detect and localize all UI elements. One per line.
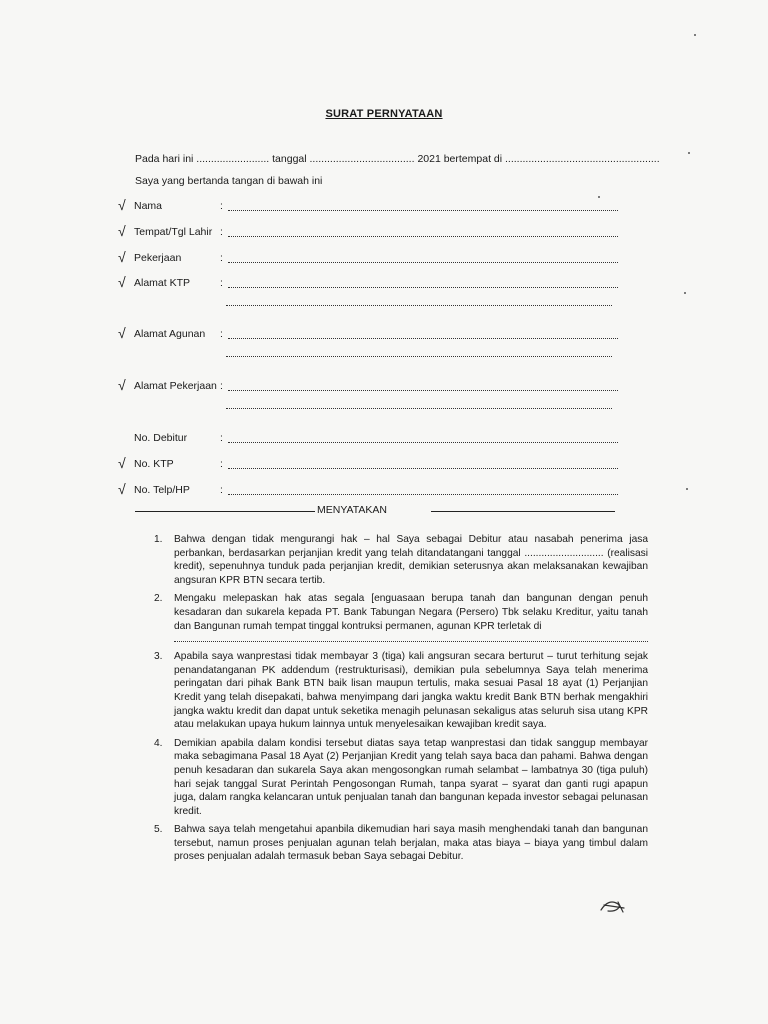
field-tempat-tgl-lahir [118,223,618,242]
field-alamat-pekerjaan [118,377,618,396]
field-colon: : [220,380,223,392]
field-blank-line [228,338,618,339]
field-label: Nama [134,200,163,212]
intro-line: Pada hari ini ......................... tanggal .................................... 2021 bertempat di ..................................................... [135,153,660,165]
field-alamat-ktp [118,274,618,293]
item-text: Mengaku melepaskan hak atas segala [enguasaan berupa tanah dan bangunan dengan penuh kesadaran dan sukarela kepada PT. Bank Tabungan Negara (Persero) Tbk selaku Kreditur, yaitu tanah dan Bangunan rumah tempat tinggal kontruksi permanen, agunan KPR terletak di [174,593,648,632]
field-colon: : [220,226,223,238]
declaration-list [150,533,648,869]
scan-speck [598,196,600,198]
handwritten-initial-mark [598,896,628,916]
field-no-debitur [118,432,618,448]
field-pekerjaan [118,249,618,268]
item-text: Apabila saya wanprestasi tidak membayar 3 (tiga) kali angsuran secara berturut – turut terhitung sejak penandatanganan PK addendum (restrukturisasi), demikian pula sebelumnya Saya telah menerima peringatan dari pihak Bank BTN baik lisan maupun tertulis, maka sesuai Pasal 18 ayat (1) Perjanjian Kredit yang telah disepakati, bahwa menyimpang dari jangka waktu kredit Bank BTN berhak mengakhiri jangka waktu kredit dan dapat untuk seketika menagih pelunasan sekaligus atas seluruh sisa utang KPR atau melakukan upaya hukum lainnya untuk menyelesaikan kewajiban kredit saya. [174,651,648,731]
field-blank-line [228,287,618,288]
field-label: No. Debitur [134,432,188,444]
check-mark-icon: √ [118,455,126,471]
field-label: Pekerjaan [134,252,182,264]
declaration-heading: MENYATAKAN [317,504,388,516]
scan-speck [694,34,696,36]
scan-speck [688,152,690,154]
check-mark-icon: √ [118,481,126,497]
field-blank-line [228,262,618,263]
field-blank-line [228,210,618,211]
alamat-agunan-continuation-line [226,356,612,357]
field-no-telp-hp [118,481,618,500]
declaration-divider [135,504,615,518]
field-no-ktp [118,455,618,474]
check-mark-icon: √ [118,325,126,341]
scan-speck [684,292,686,294]
item-number: 4. [154,737,163,749]
item-number: 1. [154,534,163,545]
field-blank-line [228,494,618,495]
undersigned-statement: Saya yang bertanda tangan di bawah ini [135,175,323,187]
declaration-item [150,650,648,732]
field-blank-line [228,468,618,469]
alamat-pekerjaan-continuation-line [226,408,612,409]
field-label: Alamat Pekerjaan [134,380,217,392]
divider-rule-left [135,511,315,512]
check-mark-icon: √ [118,274,126,290]
declaration-item [150,592,648,642]
item-number: 2. [154,593,163,605]
item-number: 5. [154,824,163,836]
item-text: Bahwa saya telah mengetahui apanbila dikemudian hari saya masih menghendaki tanah dan bangunan tersebut, namun proses penjualan agunan telah berjalan, maka atas biaya – biaya yang timbul dalam proses penjualan adalah termasuk beban Saya sebagai Debitur. [174,824,648,863]
document-title: SURAT PERNYATAAN [325,108,443,120]
field-label: No. KTP [134,458,174,470]
alamat-ktp-continuation-line [226,305,612,306]
field-colon: : [220,200,223,212]
field-colon: : [220,252,223,264]
item-text: Demikian apabila dalam kondisi tersebut diatas saya tetap wanprestasi dan tidak sanggup membayar maka sebagimana Pasal 18 Ayat (2) Perjanjian Kredit yang telah saya baca dan pahami. Bahwa dengan penuh kesadaran dan sukarela Saya akan mengosongkan rumah selambat – lambatnya 30 (tiga puluh) hari sejak tanggal Surat Perintah Pengosongan Rumah, tanpa syarat – syarat dan ganti rugi apapun juga, dalam rangka kelancaran untuk penjualan tanah dan bangunan kepada investor sebagai pelunasan kredit. [174,737,648,817]
declaration-item [150,533,648,587]
field-colon: : [220,432,223,444]
field-blank-line [228,390,618,391]
field-blank-line [228,236,618,237]
field-label: Alamat Agunan [134,328,206,340]
divider-rule-right [431,511,615,512]
check-mark-icon: √ [118,377,126,393]
check-mark-icon: √ [118,223,126,239]
field-nama [118,197,618,216]
scan-speck [686,488,688,490]
field-alamat-agunan [118,325,618,344]
field-colon: : [220,277,223,289]
field-label: No. Telp/HP [134,484,190,496]
item-blank-line [174,633,648,642]
declaration-item [150,823,648,864]
field-colon: : [220,458,223,470]
declaration-item [150,737,648,819]
check-mark-icon: √ [118,197,126,213]
check-mark-icon: √ [118,249,126,265]
field-colon: : [220,484,223,496]
item-text: Bahwa dengan tidak mengurangi hak – hal Saya sebagai Debitur atau nasabah penerima jasa perbankan, berdasarkan perjanjian kredit yang telah ditandatangani tanggal ............................ (realisasi kredit), sepenuhnya tunduk pada perjanjian kredit, demikian seterusnya akan melaksanakan kewajiban angsuran KPR BTN secara tertib. [174,534,648,586]
item-number: 3. [154,651,163,663]
field-colon: : [220,328,223,340]
field-label: Tempat/Tgl Lahir [134,226,213,238]
field-label: Alamat KTP [134,277,191,289]
field-blank-line [228,442,618,443]
